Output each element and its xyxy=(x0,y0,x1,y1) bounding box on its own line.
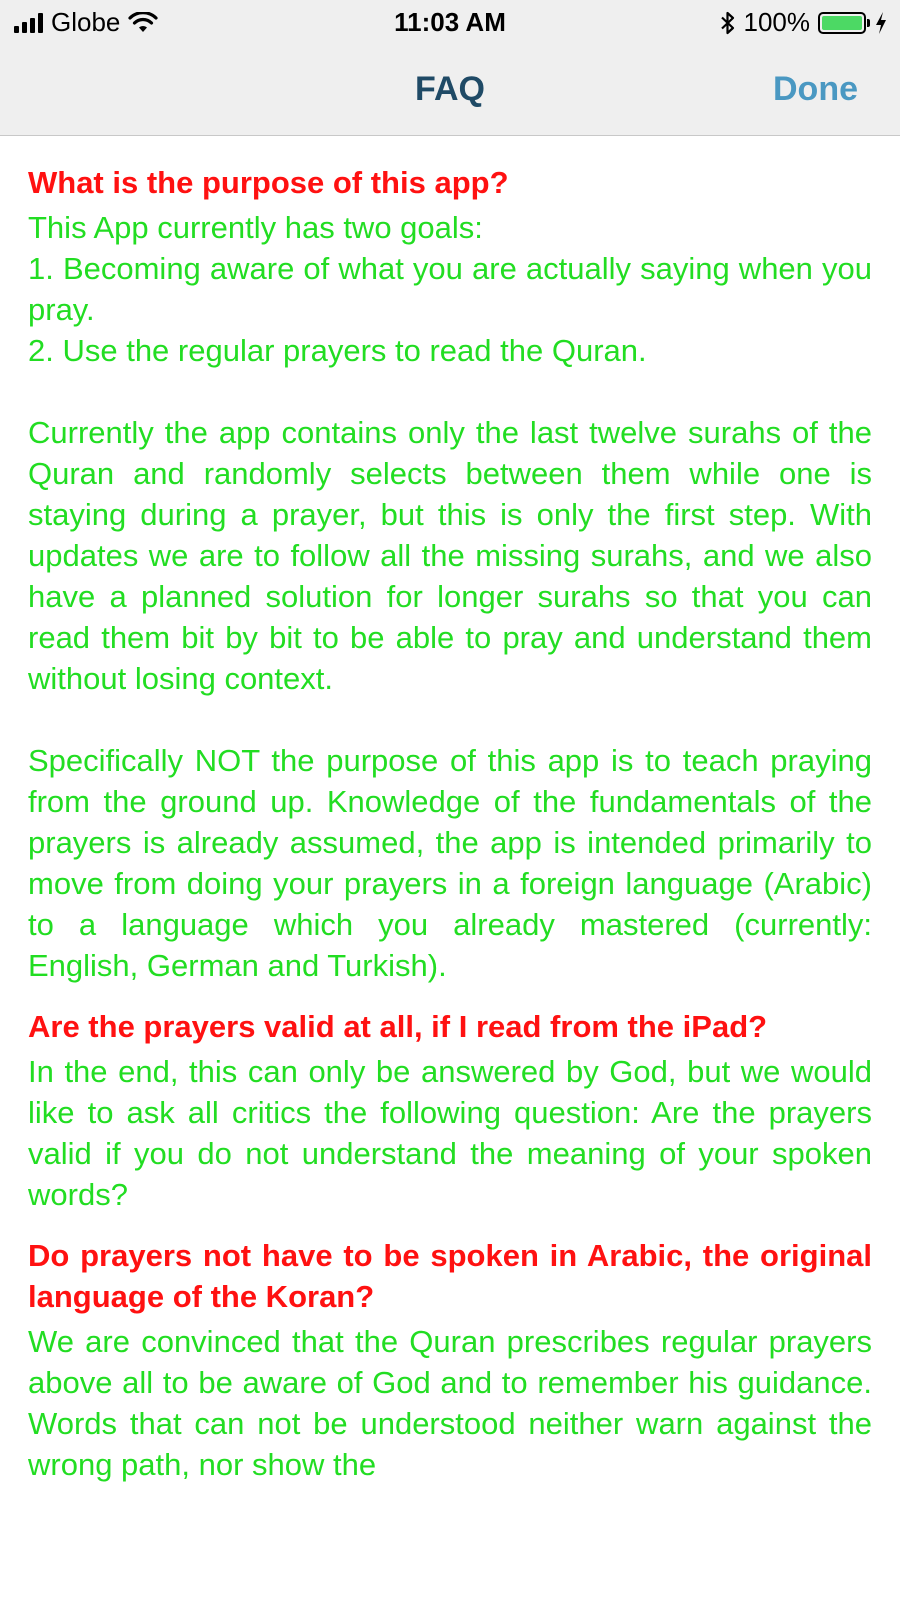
charging-bolt-icon xyxy=(874,11,888,35)
answer-line: In the end, this can only be answered by God, but we would like to ask all critics the following question: Are the prayers valid if you do not understand the meaning of your spoken words? xyxy=(28,1054,872,1212)
answer-line: This App currently has two goals: xyxy=(28,210,483,245)
faq-question: What is the purpose of this app? xyxy=(28,165,509,200)
faq-scroll-view[interactable] xyxy=(0,136,900,1600)
page-title: FAQ xyxy=(415,70,485,108)
answer-line: Currently the app contains only the last twelve surahs of the Quran and randomly selects between them while one is staying during a prayer, but this is only the first step. With updates we are to follow all the missing surahs, and we also have a planned solution for longer surahs so that you can read them bit by bit to be able to pray and understand them without losing context. xyxy=(28,415,872,696)
battery-cap xyxy=(867,19,870,27)
answer-line: 2. Use the regular prayers to read the Quran. xyxy=(28,333,647,368)
answer-paragraph xyxy=(28,1051,872,1215)
done-button[interactable]: Done xyxy=(773,70,858,108)
battery-fill xyxy=(822,16,862,30)
faq-answer xyxy=(28,207,872,986)
faq-question: Are the prayers valid at all, if I read from the iPad? xyxy=(28,1009,768,1044)
answer-line: 1. Becoming aware of what you are actually saying when you pray. xyxy=(28,251,872,327)
faq-question: Do prayers not have to be spoken in Arabic, the original language of the Koran? xyxy=(28,1238,872,1314)
bluetooth-icon xyxy=(720,11,736,35)
answer-paragraph xyxy=(28,1321,872,1485)
answer-paragraph xyxy=(28,412,872,699)
faq-list xyxy=(0,136,900,1485)
battery-icon xyxy=(818,12,866,34)
status-time: 11:03 AM xyxy=(394,7,506,37)
carrier-label: Globe xyxy=(51,7,121,37)
answer-paragraph xyxy=(28,207,872,371)
battery-percent: 100% xyxy=(743,7,810,37)
status-bar xyxy=(0,0,900,44)
status-right xyxy=(720,7,889,38)
answer-line: We are convinced that the Quran prescribes regular prayers above all to be aware of God and to remember his guidance. Words that can not be understood neither warn against the wrong path, nor show the xyxy=(28,1324,872,1482)
faq-answer xyxy=(28,1321,872,1485)
answer-paragraph xyxy=(28,740,872,986)
answer-line: Specifically NOT the purpose of this app is to teach praying from the ground up. Knowledge of the fundamentals of the prayers is already assumed, the app is intended primarily to move from doing your prayers in a foreign language (Arabic) to a language which you already mastered (currently: English, German and Turkish). xyxy=(28,743,872,983)
faq-answer xyxy=(28,1051,872,1215)
navigation-bar xyxy=(0,44,900,136)
